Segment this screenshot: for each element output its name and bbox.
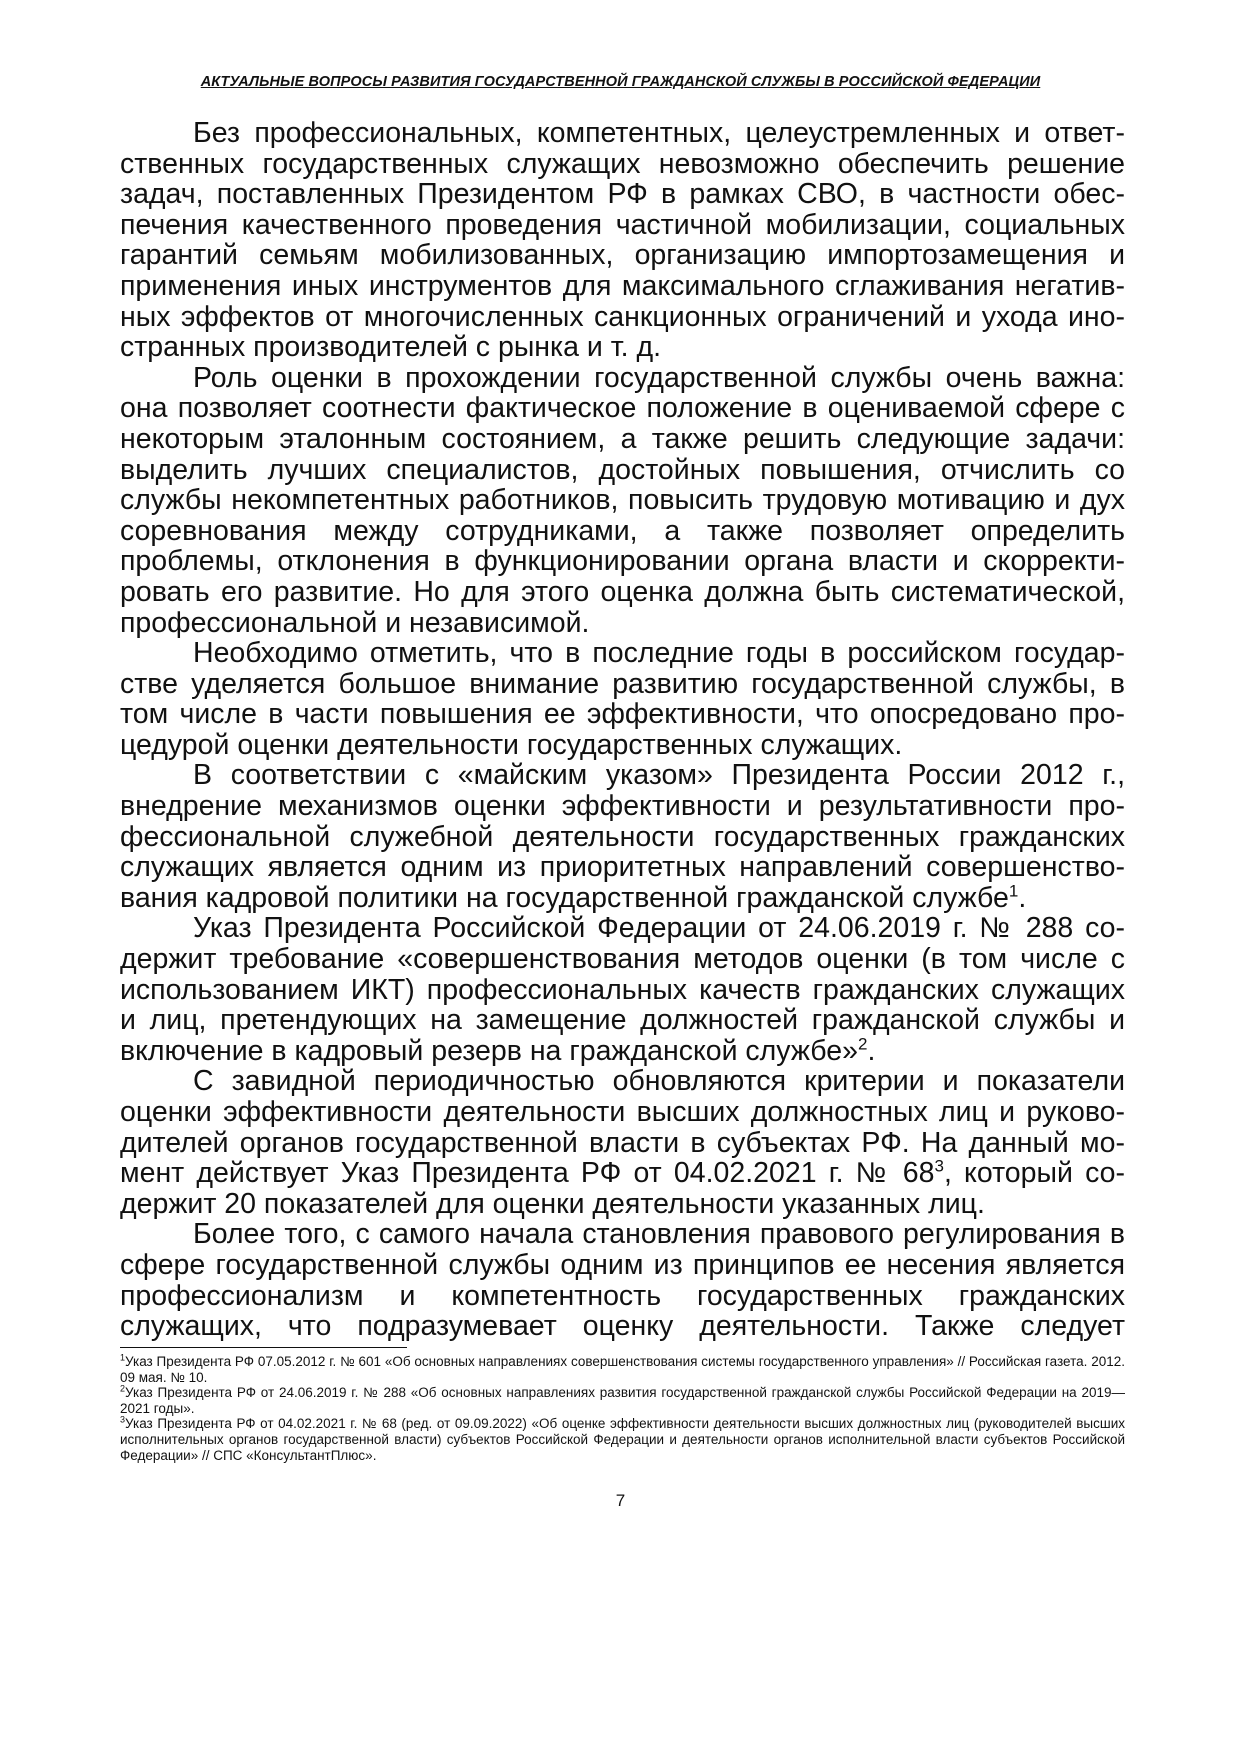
paragraph: Более того, с самого начала становления правового регулирования в сфере государственной службы одним из принципов ее несения является профессионализм и компетентность государственных гражданских служащих, что подразумевает оценку деятельности. Также следует xyxy=(120,1218,1125,1343)
footnote-ref: 1 xyxy=(1008,881,1019,901)
footnote-divider xyxy=(120,1347,407,1348)
paragraph: Без профессиональных, компетентных, целеустремленных и ответственных государственных служащих невозможно обеспечить решение задач, поставленных Президентом РФ в рамках СВО, в частности обеспечения качественного проведения частичной мобилизации, социальных гарантий семьям мобилизованных, организацию импортозамещения и применения иных инструментов для максимального сглаживания негативных эффектов от многочисленных санкционных ограничений и ухода иностранных производителей с рынка и т. д. xyxy=(120,117,1125,364)
footnotes xyxy=(120,1354,1125,1463)
paragraph xyxy=(120,913,1125,1066)
footnote-marker: 1 xyxy=(120,1352,126,1363)
paragraph-text: , который содержит 20 показателей для оценки деятельности указанных лиц. xyxy=(120,1157,1126,1220)
paragraph-tail: . xyxy=(867,1034,876,1067)
footnote-text: Указ Президента РФ от 04.02.2021 г. № 68 (ред. от 09.09.2022) «Об оценке эффективности деятельности высших должностных лиц (руководителей высших исполнительных органов государственной власти) субъектов Российской Федерации и деятельности органов исполнительной власти субъектов Российской Федерации» // СПС «КонсультантПлюс». xyxy=(120,1416,1125,1463)
paragraph-tail: . xyxy=(1018,881,1027,914)
footnote xyxy=(120,1416,1125,1463)
paragraph: Роль оценки в прохождении государственной службы очень важна: она позволяет соотнести фактическое положение в оцениваемой сфере с некоторым эталонным состоянием, а также решить следующие задачи: выделить лучших специалистов, достойных повышения, отчислить со службы некомпетентных работников, повысить трудовую мотивацию и дух соревнования между сотрудниками, а также позволяет определить проблемы, отклонения в функционировании органа власти и скорректировать его развитие. Но для этого оценка должна быть систематической, профессиональной и независимой. xyxy=(120,361,1125,639)
running-header: АКТУАЛЬНЫЕ ВОПРОСЫ РАЗВИТИЯ ГОСУДАРСТВЕННОЙ ГРАЖДАНСКОЙ СЛУЖБЫ В РОССИЙСКОЙ ФЕДЕРАЦИИ xyxy=(200,74,1041,90)
page-number: 7 xyxy=(615,1491,626,1510)
footnote-ref: 2 xyxy=(857,1034,868,1054)
paragraph-text: В соответствии с «майским указом» Президента России 2012 г., внедрение механизмов оценки эффективности и результативности профессиональной служебной деятельности государственных гражданских служащих является одним из приоритетных направлений совершенствования кадровой политики на государственной гражданской службе xyxy=(120,759,1125,914)
paragraph-text: С завидной периодичностью обновляются критерии и показатели оценки эффективности деятельности высших должностных лиц и руководителей органов государственной власти в субъектах РФ. На данный момент действует Указ Президента РФ от 04.02.2021 г. № 68 xyxy=(120,1065,1125,1190)
footnote-marker: 2 xyxy=(120,1383,126,1394)
footnote-ref: 3 xyxy=(934,1156,944,1176)
footnote-text: Указ Президента РФ 07.05.2012 г. № 601 «Об основных направлениях совершенствования системы государственного управления» // Российская газета. 2012. 09 мая. № 10. xyxy=(120,1354,1125,1385)
paragraph xyxy=(120,1066,1125,1219)
footnote xyxy=(120,1385,1125,1416)
paragraph xyxy=(120,760,1125,913)
body-text xyxy=(120,118,1125,1342)
footnote-marker: 3 xyxy=(120,1414,126,1425)
footnote xyxy=(120,1354,1125,1385)
paragraph: Необходимо отметить, что в последние годы в российском государстве уделяется большое внимание развитию государственной службы, в том числе в части повышения ее эффективности, что опосредовано процедурой оценки деятельности государственных служащих. xyxy=(120,637,1125,761)
footnote-text: Указ Президента РФ от 24.06.2019 г. № 288 «Об основных направлениях развития государственной гражданской службы Российской Федерации на 2019—2021 годы». xyxy=(120,1385,1125,1416)
paragraph-text: Указ Президента Российской Федерации от 24.06.2019 г. № 288 содержит требование «совершенствования методов оценки (в том числе с использованием ИКТ) профессиональных качеств гражданских служащих и лиц, претендующих на замещение должностей гражданской службы и включение в кадровый резерв на гражданской службе» xyxy=(120,912,1125,1067)
